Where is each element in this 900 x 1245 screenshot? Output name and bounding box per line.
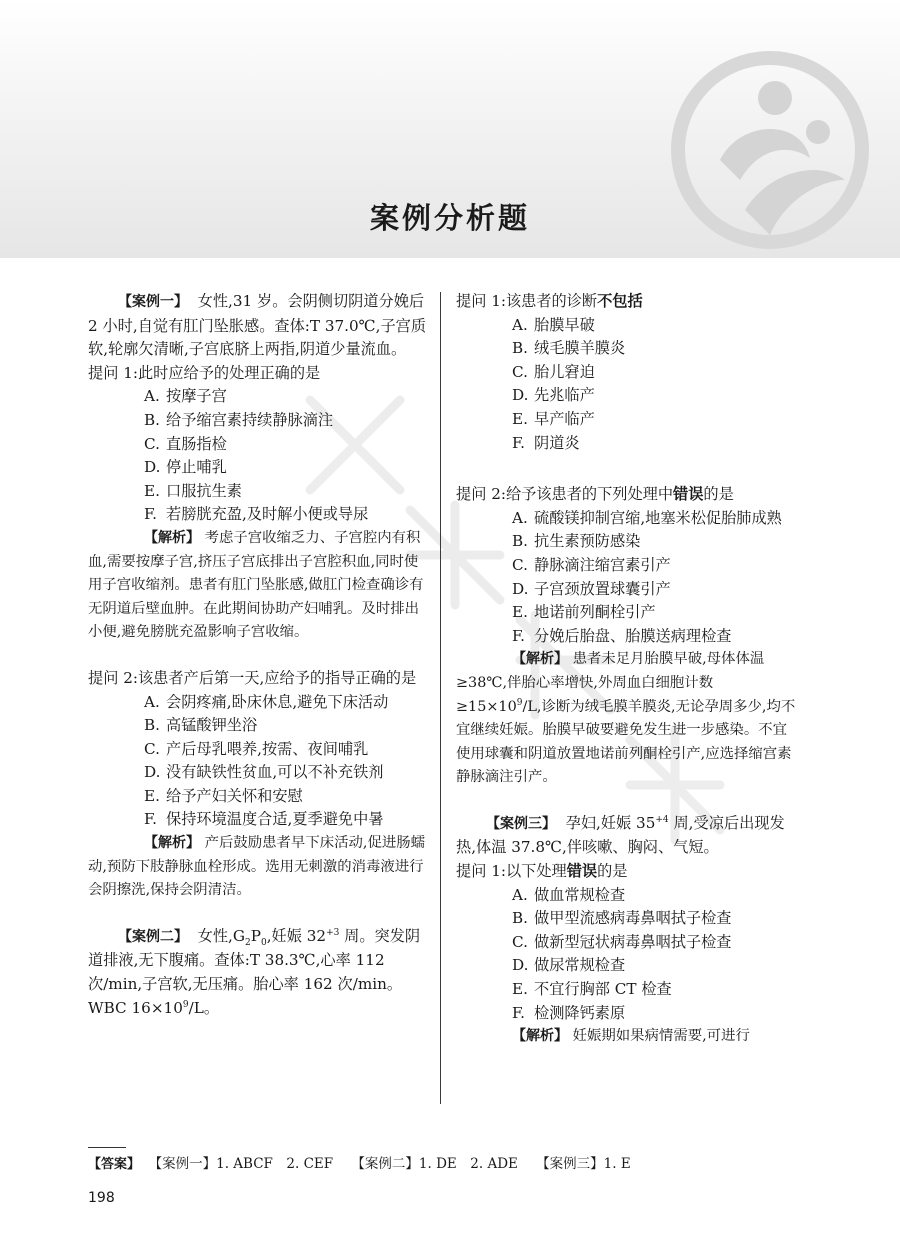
answer-case1: 【案例一】1. ABCF 2. CEF: [148, 1156, 334, 1172]
case2-tag: 【案例二】: [118, 928, 188, 945]
case1-q1-options: [88, 385, 428, 527]
spacer: [456, 790, 798, 812]
case1-tag: 【案例一】: [118, 294, 188, 310]
case2-q2-options: [456, 507, 798, 649]
page-number: 198: [88, 1190, 115, 1206]
option-item[interactable]: F. 若膀胱充盈,及时解小便或导尿: [144, 505, 369, 524]
option-item[interactable]: E. 不宜行胸部 CT 检查: [512, 980, 672, 999]
left-column: [88, 290, 428, 1020]
answer-label: 【答案】: [88, 1157, 141, 1172]
case1-q2-options: [88, 691, 428, 833]
option-item[interactable]: D. 做尿常规检查: [512, 956, 626, 975]
option-item[interactable]: B. 高锰酸钾坐浴: [144, 716, 258, 735]
analysis-tag: 【解析】: [512, 651, 568, 668]
answer-case3: 【案例三】1. E: [536, 1156, 631, 1172]
column-divider: [440, 292, 441, 1104]
case1-stem: [88, 290, 428, 362]
case3-q1-options: [456, 884, 798, 1026]
option-item[interactable]: A. 按摩子宫: [144, 387, 227, 406]
footnote-rule: [88, 1147, 126, 1148]
case1-stem-text: 女性,31 岁。会阴侧切阴道分娩后 2 小时,自觉有肛门坠胀感。查体:T 37.0℃,子宫质软,轮廓欠清晰,子宫底脐上两指,阴道少量流血。: [88, 292, 427, 359]
analysis-tag: 【解析】: [512, 1028, 568, 1045]
page-title: 案例分析题: [369, 201, 530, 235]
option-item[interactable]: E. 早产临产: [512, 409, 595, 428]
case1-q2: 提问 2:该患者产后第一天,应给予的指导正确的是: [88, 668, 417, 687]
right-column: [456, 290, 798, 1049]
option-item[interactable]: D. 子宫颈放置球囊引产: [512, 579, 671, 598]
option-item[interactable]: B. 做甲型流感病毒鼻咽拭子检查: [512, 909, 732, 928]
option-item[interactable]: C. 做新型冠状病毒鼻咽拭子检查: [512, 932, 732, 951]
option-item[interactable]: B. 绒毛膜羊膜炎: [512, 339, 626, 358]
option-item[interactable]: D. 先兆临产: [512, 386, 595, 405]
case1-q2-analysis: 【解析】 产后鼓励患者早下床活动,促进肠蠕动,预防下肢静脉血栓形成。选用无刺激的消毒液进行会阴擦洗,保持会阴清洁。: [88, 835, 426, 899]
answer-case2: 【案例二】1. DE 2. ADE: [351, 1156, 518, 1172]
case3-stem: 【案例三】 孕妇,妊娠 $35^{+4}$ 周,受凉后出现发热,体温 37.8℃,伴咳嗽、胸闷、气短。: [456, 813, 785, 857]
case1-q1-analysis: 【解析】 考虑子宫收缩乏力、子宫腔内有积血,需要按摩子宫,挤压子宫底排出子宫腔积血,同时使用子宫收缩剂。患者有肛门坠胀感,做肛门检查确诊有无阴道后壁血肿。在此期间协助产妇哺乳。及时排出小便,避免膀胱充盈影响子宫收缩。: [88, 529, 424, 641]
option-item[interactable]: A. 胎膜早破: [512, 315, 595, 334]
case3-q1-analysis: 【解析】 妊娠期如果病情需要,可进行: [512, 1028, 750, 1045]
option-item[interactable]: A. 硫酸镁抑制宫缩,地塞米松促胎肺成熟: [512, 508, 782, 527]
case2-q1: 提问 1:该患者的诊断不包括: [456, 292, 643, 310]
case2-q2: 提问 2:给予该患者的下列处理中错误的是: [456, 485, 734, 504]
option-item[interactable]: E. 口服抗生素: [144, 481, 242, 500]
option-item[interactable]: A. 会阴疼痛,卧床休息,避免下床活动: [144, 692, 389, 711]
option-item[interactable]: F. 保持环境温度合适,夏季避免中暑: [144, 810, 384, 829]
option-item[interactable]: A. 做血常规检查: [512, 885, 626, 904]
option-item[interactable]: B. 给予缩宫素持续静脉滴注: [144, 410, 334, 429]
case2-q1-options: [456, 314, 798, 456]
option-item[interactable]: D. 停止哺乳: [144, 458, 227, 477]
option-item[interactable]: B. 抗生素预防感染: [512, 532, 641, 551]
case2-stem: 【案例二】 女性$,G_2P_0$,妊娠 $32^{+3}$ 周。突发阴道排液,无下腹痛。查体:T 38.3℃,心率 112 次/min,子宫软,无压痛。胎心率 162 次/min。WBC $16\times 10^9/L$。: [88, 926, 421, 1017]
option-item[interactable]: D. 没有缺铁性贫血,可以不补充铁剂: [144, 763, 384, 782]
option-item[interactable]: C. 产后母乳喂养,按需、夜间哺乳: [144, 739, 369, 758]
case3-tag: 【案例三】: [486, 815, 556, 832]
analysis-tag: 【解析】: [144, 835, 200, 852]
case3-q1: 提问 1:以下处理错误的是: [456, 862, 628, 881]
option-item[interactable]: F. 检测降钙素原: [512, 1003, 626, 1022]
option-item[interactable]: F. 阴道炎: [512, 433, 580, 452]
answer-key: [88, 1153, 808, 1176]
case2-q2-analysis: 【解析】 患者未足月胎膜早破,母体体温≥38℃,伴胎心率增快,外周血白细胞计数$\ge 15\times 10^9/L$,诊断为绒毛膜羊膜炎,无论孕周多少,均不宜继续妊娠。胎膜早破要避免发生进一步感染。不宜使用球囊和阴道放置地诺前列酮栓引产,应选择缩宫素静脉滴注引产。: [456, 651, 796, 786]
option-item[interactable]: E. 地诺前列酮栓引产: [512, 603, 656, 622]
option-item[interactable]: C. 直肠指检: [144, 434, 227, 453]
option-item[interactable]: C. 静脉滴注缩宫素引产: [512, 555, 671, 574]
spacer: [456, 455, 798, 483]
spacer: [88, 903, 428, 925]
analysis-tag: 【解析】: [144, 529, 200, 546]
spacer: [88, 645, 428, 667]
case1-q1: 提问 1:此时应给予的处理正确的是: [88, 363, 321, 382]
option-item[interactable]: F. 分娩后胎盘、胎膜送病理检查: [512, 626, 732, 645]
option-item[interactable]: C. 胎儿窘迫: [512, 362, 595, 381]
option-item[interactable]: E. 给予产妇关怀和安慰: [144, 786, 303, 805]
